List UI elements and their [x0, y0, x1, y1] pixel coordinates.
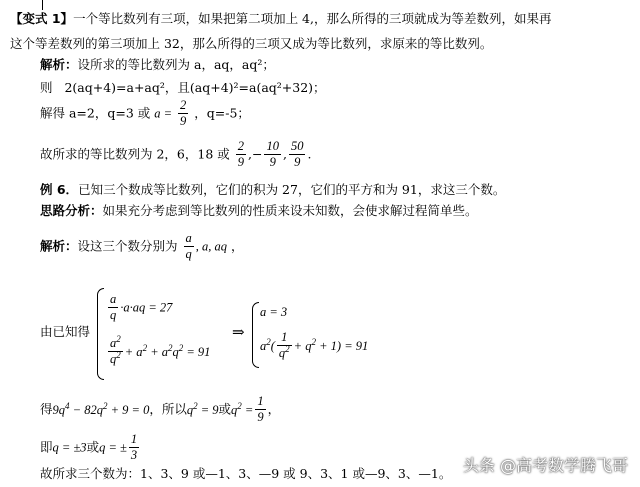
solve-a: a =	[154, 106, 173, 121]
solve-tail: ，q=-5；	[194, 105, 250, 121]
given-label: 由已知得	[40, 324, 91, 339]
left-brace-2	[252, 302, 259, 368]
one-third: $\frac{1}{3}$	[130, 432, 138, 462]
variant-then	[40, 80, 326, 96]
example-text: 已知三个数成等比数列，它们的积为 27，它们的平方和为 91，求这三个数。	[78, 182, 506, 197]
then-line: 即q = ±3或q = ± $\frac{1}{3}$	[40, 432, 138, 462]
example-label: 例 6．	[40, 182, 79, 197]
idea-label: 思路分析：	[40, 203, 103, 218]
variant-result: 故所求的等比数列为 2，6，18 或 $\frac{2}{9}$ ,− $\frac{10}{9}$ , $\frac{50}{9}$ .	[40, 139, 312, 169]
result-fraction-2: $\frac{10}{9}$	[266, 139, 279, 169]
text-cursor	[42, 0, 43, 10]
then-text: 即	[40, 439, 53, 455]
one-ninth: $\frac{1}{9}$	[257, 394, 264, 424]
then-label: 则	[40, 80, 53, 95]
variant-tag: 【变式 1】	[10, 11, 74, 26]
left-brace-1	[97, 288, 104, 380]
variant-line-1	[10, 11, 551, 27]
equation-4: $a^2$( $\frac{1}{q^2}$ + $q^2 + 1) = 91$	[260, 330, 369, 360]
variant-solve	[40, 98, 250, 129]
variant-line-2	[10, 36, 492, 52]
variant-text-2: 这个等差数列的第三项加上 32，那么所得的三项又成为等比数列，求原来的等比数列。	[10, 36, 493, 51]
get-line: 得$9q^4 - 82q^2 + 9 = 0$，所以$q^2 = 9$或$q^2$ = $\frac{1}{9}$ ，	[40, 394, 281, 424]
equation-1: $\frac{a}{q}$ ·a·aq = 27	[110, 292, 173, 322]
watermark: 头条 @高考数学腾飞哥	[462, 456, 628, 475]
idea-line	[40, 203, 478, 219]
answer-text: 故所求三个数为：1、3、9 或—1、3、—9 或 9、3、1 或—9、3、—1。	[40, 466, 452, 481]
implies-arrow: ⇒	[232, 323, 245, 341]
example-analysis-label: 解析：	[40, 238, 78, 254]
result-fraction-1: $\frac{2}{9}$	[237, 139, 244, 169]
example-analysis-text: 设这三个数分别为	[77, 238, 178, 254]
a-over-q: $\frac{a}{q}$	[185, 231, 192, 261]
variant-analysis	[40, 57, 275, 73]
solve-text: 解得 a=2，q=3 或	[40, 105, 151, 121]
analysis-label: 解析：	[40, 57, 78, 72]
example-analysis: 解析：设这三个数分别为 $\frac{a}{q}$ , a, aq ，	[40, 231, 244, 261]
then-text: 2(aq+4)=a+aq²，且(aq+4)²=a(aq²+32)；	[64, 80, 326, 95]
analysis-text: 设所求的等比数列为 a，aq，aq²；	[77, 57, 275, 72]
solve-fraction: $\frac{2}{9}$	[180, 98, 187, 128]
result-text: 故所求的等比数列为 2，6，18 或	[40, 146, 230, 162]
equation-3: a = 3	[260, 305, 288, 319]
idea-text: 如果充分考虑到等比数列的性质来设未知数，会使求解过程简单些。	[102, 203, 478, 218]
equation-2: $\frac{a^2}{q^2}$ + $a^2 + a^2q^2 = 91$	[110, 333, 211, 366]
answer-line	[40, 466, 451, 482]
example-line	[40, 182, 505, 198]
result-fraction-3: $\frac{50}{9}$	[290, 139, 304, 169]
variant-text-1: 一个等比数列有三项，如果把第二项加上 4,，那么所得的三项就成为等差数列，如果再	[73, 11, 552, 26]
get-text: 得	[40, 401, 53, 417]
